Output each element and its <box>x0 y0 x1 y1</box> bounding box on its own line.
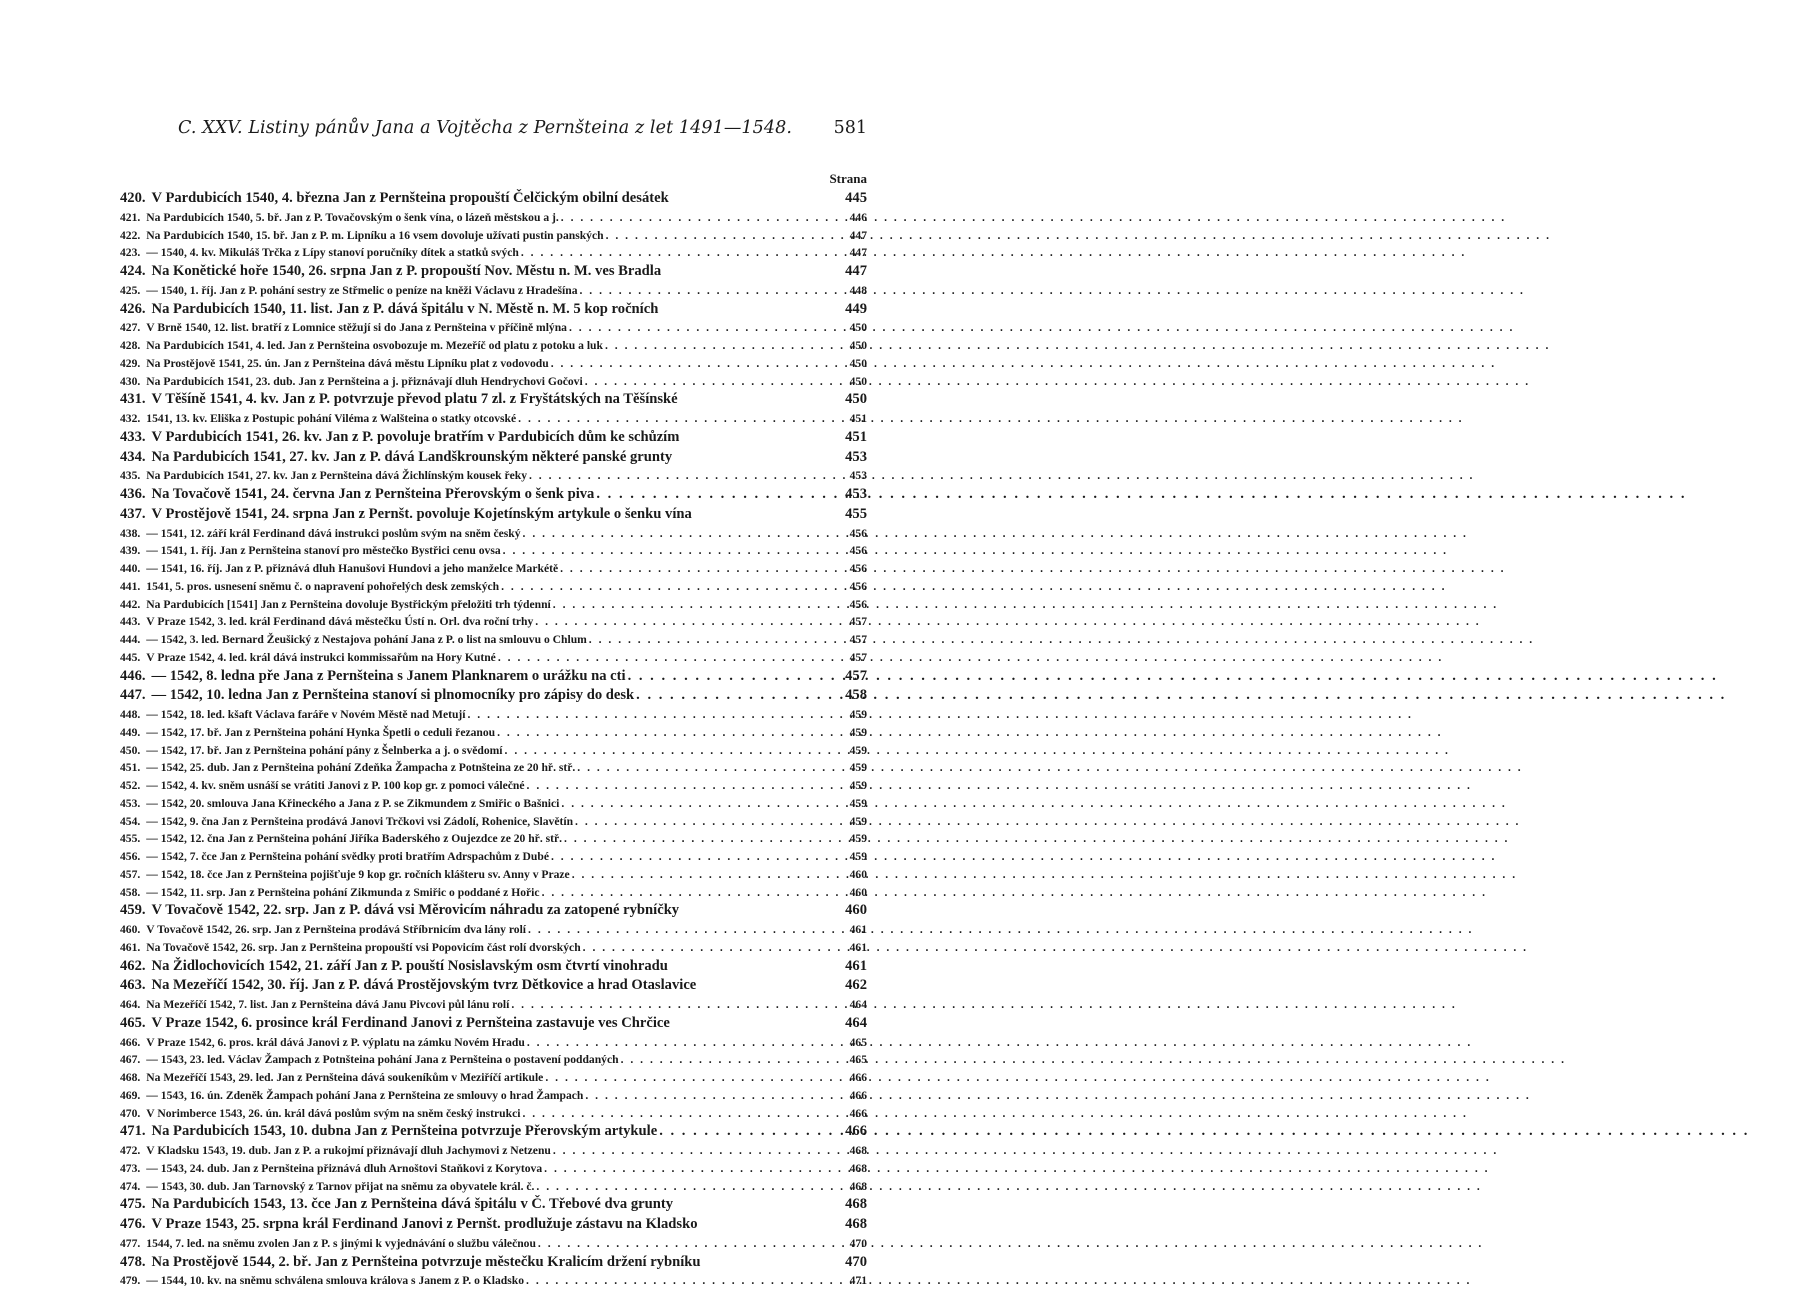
entry-page: 459 <box>849 743 867 757</box>
entry-page: 456 <box>849 579 867 593</box>
entry-page: 459 <box>849 761 867 775</box>
dot-leader <box>468 706 848 724</box>
entry-number: 437. <box>120 505 146 522</box>
entry-page: 450 <box>845 391 867 408</box>
entry-number: 421. <box>120 210 141 224</box>
list-item <box>120 448 867 468</box>
entry-text: — 1540, 4. kv. Mikuláš Trčka z Lípy stanoví poručníky dítek a statků svých <box>146 246 519 260</box>
entry-number: 479. <box>120 1274 141 1288</box>
entry-page: 457 <box>849 633 867 646</box>
list-item <box>120 596 867 614</box>
dot-leader <box>497 724 848 742</box>
dot-leader <box>535 613 847 631</box>
list-item <box>120 505 867 525</box>
list-item <box>120 613 867 631</box>
list-item <box>120 742 867 760</box>
dot-leader <box>505 742 848 760</box>
dot-leader <box>526 1272 848 1290</box>
list-item <box>120 1051 867 1069</box>
entry-number: 474. <box>120 1179 141 1193</box>
entry-page: 466 <box>845 1123 867 1140</box>
dot-leader <box>553 1142 848 1160</box>
entry-number: 466. <box>120 1035 141 1049</box>
entry-text: — 1541, 16. říj. Jan z P. přiznává dluh Hanušovi Hundovi a jeho manželce Markétě <box>146 562 559 575</box>
list-item <box>120 428 867 448</box>
dot-leader <box>523 525 848 543</box>
list-item <box>120 373 867 391</box>
entry-page: 456 <box>849 562 867 575</box>
dot-leader <box>659 1122 843 1142</box>
entry-number: 478. <box>120 1253 146 1270</box>
entry-text: Na Pardubicích 1540, 5. bř. Jan z P. Tovačovským o šenk vína, o lázeň městskou a j. <box>146 210 559 224</box>
entry-number: 477. <box>120 1236 141 1250</box>
entry-text: — 1544, 10. kv. na sněmu schválena smlouva králova s Janem z P. o Kladsko <box>146 1274 525 1288</box>
dot-leader <box>585 1087 847 1105</box>
entry-page: 453 <box>845 486 867 502</box>
entry-page: 459 <box>849 779 867 792</box>
entry-text: Na Pardubicích [1541] Jan z Pernšteina dovoluje Bystřickým přeložiti trh týdenní <box>146 597 551 611</box>
entry-number: 445. <box>120 650 141 664</box>
list-item <box>120 667 867 687</box>
entry-page: 445 <box>845 190 867 206</box>
entry-number: 475. <box>120 1196 146 1213</box>
list-item <box>120 830 867 848</box>
entry-text: Na Mezeříčí 1542, 7. list. Jan z Pernšteina dává Janu Pivcovi půl lánu rolí <box>146 998 510 1011</box>
entry-number: 468. <box>120 1071 141 1084</box>
list-item <box>120 777 867 795</box>
entry-number: 467. <box>120 1053 141 1067</box>
entry-text: — 1542, 7. čce Jan z Pernšteina pohání svědky proti bratřím Adrspachům z Dubé <box>146 850 549 863</box>
list-item <box>120 467 867 485</box>
dot-leader <box>551 848 848 866</box>
entry-page: 459 <box>849 725 867 739</box>
entry-text: Na Tovačově 1542, 26. srp. Jan z Pernšteina propouští vsi Popovicím část rolí dvorských <box>146 940 581 954</box>
entry-text: V Praze 1542, 3. led. král Ferdinand dává městečku Ústí n. Orl. dva roční trhy <box>146 615 534 629</box>
list-item <box>120 848 867 866</box>
entry-page: 460 <box>849 885 867 899</box>
list-item <box>120 976 867 996</box>
dot-leader <box>575 813 848 831</box>
list-item <box>120 1122 867 1142</box>
entry-text: — 1542, 8. ledna pře Jana z Pernšteina s Janem Planknarem o urážku na cti <box>151 667 626 684</box>
list-item <box>120 542 867 560</box>
entry-number: 457. <box>120 867 141 881</box>
entry-number: 434. <box>120 448 146 465</box>
entry-text: V Těšíně 1541, 4. kv. Jan z P. potvrzuje převod platu 7 zl. z Fryštátských na Těšínské <box>151 391 678 408</box>
list-item <box>120 525 867 543</box>
list-item <box>120 884 867 902</box>
entry-number: 430. <box>120 374 141 388</box>
entry-text: V Praze 1542, 6. prosince král Ferdinand Janovi z Pernšteina zastavuje ves Chrčice <box>151 1014 670 1031</box>
entry-text: V Praze 1542, 4. led. král dává instrukci kommissařům na Hory Kutné <box>146 650 496 664</box>
dot-leader <box>518 410 847 428</box>
entry-text: Na Pardubicích 1540, 15. bř. Jan z P. m. Lipníku a 16 vsem dovoluje užívati pustin panských <box>146 228 604 242</box>
entry-text: — 1542, 20. smlouva Jana Křineckého a Jana z P. se Zikmundem z Smiřic o Bašnici <box>146 796 560 810</box>
entry-text: Na Pardubicích 1541, 4. led. Jan z Pernšteina osvobozuje m. Mezeříč od platu z potoku a luk <box>146 339 603 352</box>
list-item <box>120 485 867 505</box>
entry-number: 456. <box>120 850 141 863</box>
dot-leader <box>538 1235 848 1253</box>
dot-leader <box>542 884 848 902</box>
entry-page: 465 <box>849 1035 867 1049</box>
dot-leader <box>561 795 847 813</box>
dot-leader <box>596 485 843 505</box>
entry-text: V Kladsku 1543, 19. dub. Jan z P. a rukojmí přiznávají dluh Jachymovi z Netzenu <box>146 1144 551 1157</box>
list-item <box>120 1034 867 1052</box>
entry-page: 461 <box>849 923 867 936</box>
entry-text: 1544, 7. led. na sněmu zvolen Jan z P. s jinými k vyjednávání o službu válečnou <box>146 1236 536 1250</box>
dot-leader <box>572 866 848 884</box>
list-item <box>120 724 867 742</box>
dot-leader <box>522 1105 847 1123</box>
list-item <box>120 578 867 596</box>
entry-number: 451. <box>120 761 141 775</box>
dot-leader <box>503 542 848 560</box>
dot-leader <box>564 830 848 848</box>
list-item <box>120 1014 867 1034</box>
list-item <box>120 1195 867 1215</box>
list-item <box>120 631 867 649</box>
entry-page: 456 <box>849 544 867 558</box>
entry-page: 464 <box>845 1014 867 1031</box>
entry-number: 442. <box>120 597 141 611</box>
entry-text: V Tovačově 1542, 22. srp. Jan z P. dává vsi Měrovicím náhradu za zatopené rybníčky <box>151 902 680 919</box>
entry-number: 436. <box>120 486 146 502</box>
entry-number: 427. <box>120 321 141 335</box>
entry-number: 465. <box>120 1014 146 1031</box>
list-item <box>120 1253 867 1273</box>
document-page <box>120 118 867 1290</box>
page-number: 581 <box>833 118 867 138</box>
entry-number: 450. <box>120 743 141 757</box>
entry-number: 449. <box>120 725 141 739</box>
dot-leader <box>501 578 848 596</box>
dot-leader <box>551 355 848 373</box>
list-item <box>120 1272 867 1290</box>
dot-leader <box>545 1069 847 1087</box>
entry-text: — 1542, 12. čna Jan z Pernšteina pohání Jiříka Baderského z Oujezdce ze 20 hř. stř. <box>146 832 563 846</box>
entry-number: 472. <box>120 1144 141 1157</box>
entry-page: 456 <box>849 597 867 611</box>
entry-number: 446. <box>120 667 146 684</box>
list-item <box>120 1142 867 1160</box>
entry-page: 450 <box>849 321 867 335</box>
dot-leader <box>589 631 848 649</box>
entry-page: 459 <box>849 796 867 810</box>
entry-page: 448 <box>849 283 867 297</box>
dot-leader <box>527 777 848 795</box>
entry-text: — 1542, 10. ledna Jan z Pernšteina stanoví si plnomocníky pro zápisy do desk <box>151 687 635 704</box>
dot-leader <box>585 373 848 391</box>
list-item <box>120 1087 867 1105</box>
list-item <box>120 795 867 813</box>
entry-number: 428. <box>120 339 141 352</box>
entry-number: 473. <box>120 1161 141 1175</box>
entry-page: 461 <box>849 940 867 954</box>
entry-page: 470 <box>845 1253 867 1270</box>
dot-leader <box>529 467 848 485</box>
list-item <box>120 957 867 977</box>
entry-page: 462 <box>845 977 867 994</box>
entry-text: Na Pardubicích 1540, 11. list. Jan z P. dává špitálu v N. Městě n. M. 5 kop ročních <box>151 300 659 317</box>
dot-leader <box>583 939 848 957</box>
list-item <box>120 866 867 884</box>
entry-number: 423. <box>120 246 141 260</box>
entry-text: Na Pardubicích 1543, 10. dubna Jan z Pernšteina potvrzuje Přerovským artykule <box>151 1123 658 1140</box>
entry-page: 457 <box>849 615 867 629</box>
entry-text: Na Pardubicích 1541, 27. kv. Jan z Pernšteina dává Žichlínským kousek řeky <box>146 469 527 483</box>
list-item <box>120 1215 867 1235</box>
entry-text: Na Pardubicích 1541, 27. kv. Jan z P. dává Landškrounským některé panské grunty <box>151 448 673 465</box>
entry-text: — 1542, 17. bř. Jan z Pernšteina pohání pány z Šelnberka a j. o svědomí <box>146 743 503 757</box>
entry-text: — 1542, 11. srp. Jan z Pernšteina pohání Zikmunda z Smiřic o poddané z Hořic <box>146 885 540 899</box>
entry-number: 452. <box>120 779 141 792</box>
entry-number: 460. <box>120 923 141 936</box>
list-item <box>120 1178 867 1196</box>
entry-number: 453. <box>120 796 141 810</box>
entry-number: 433. <box>120 428 146 445</box>
entry-number: 462. <box>120 957 146 974</box>
entry-page: 456 <box>849 526 867 540</box>
entry-page: 457 <box>849 650 867 664</box>
entry-page: 453 <box>845 448 867 465</box>
list-item <box>120 759 867 777</box>
dot-leader <box>528 921 848 939</box>
dot-leader <box>577 759 847 777</box>
entry-page: 457 <box>845 667 867 684</box>
dot-leader <box>628 667 844 687</box>
dot-leader <box>553 596 848 614</box>
entry-text: Na Prostějově 1541, 25. ún. Jan z Pernšteina dává městu Lipníku plat z vodovodu <box>146 356 549 370</box>
entry-page: 451 <box>845 428 867 445</box>
entry-page: 464 <box>849 998 867 1011</box>
entry-text: Na Konětické hoře 1540, 26. srpna Jan z P. propouští Nov. Městu n. M. ves Bradla <box>151 263 662 279</box>
list-item <box>120 1105 867 1123</box>
entry-number: 459. <box>120 902 146 919</box>
entry-text: — 1540, 1. říj. Jan z P. pohání sestry ze Střmelic o peníze na kněži Václavu z Hradešína <box>146 283 578 297</box>
entry-page: 458 <box>845 687 867 704</box>
list-item <box>120 355 867 373</box>
dot-leader <box>536 1178 847 1196</box>
entry-text: — 1543, 30. dub. Jan Tarnovský z Tarnov přijat na sněmu za obyvatele král. č. <box>146 1179 535 1193</box>
list-item <box>120 813 867 831</box>
entry-page: 447 <box>849 228 867 242</box>
dot-leader <box>561 209 848 227</box>
entry-number: 469. <box>120 1088 141 1102</box>
entry-text: Na Židlochovicích 1542, 21. září Jan z P. pouští Nosislavským osm čtvrtí vinohradu <box>151 957 668 974</box>
list-item <box>120 560 867 578</box>
entry-text: — 1543, 23. led. Václav Žampach z Potnšteina pohání Jana z Pernšteina o postavení poddaných <box>146 1053 619 1067</box>
entry-number: 448. <box>120 708 141 721</box>
entry-text: 1541, 13. kv. Eliška z Postupic pohání Viléma z Walšteina o statky otcovské <box>146 412 517 425</box>
running-head-title: C. XXV. Listiny pánův Jana a Vojtěcha z Pernšteina z let 1491—1548. <box>178 118 793 138</box>
list-item <box>120 901 867 921</box>
entry-number: 432. <box>120 412 141 425</box>
entry-page: 468 <box>849 1144 867 1157</box>
entry-page: 459 <box>849 708 867 721</box>
entry-number: 435. <box>120 469 141 483</box>
entry-page: 471 <box>849 1274 867 1288</box>
entry-page: 453 <box>849 469 867 483</box>
entry-number: 470. <box>120 1106 141 1120</box>
entry-page: 449 <box>845 300 867 317</box>
dot-leader <box>606 227 848 245</box>
entry-page: 450 <box>849 356 867 370</box>
entry-page: 459 <box>849 814 867 828</box>
entry-page: 470 <box>849 1236 867 1250</box>
running-head <box>120 118 867 144</box>
entry-page: 461 <box>845 957 867 974</box>
entry-number: 429. <box>120 356 141 370</box>
entry-text: 1541, 5. pros. usnesení sněmu č. o napravení pohořelých desk zemských <box>146 579 500 593</box>
entry-text: V Prostějově 1541, 24. srpna Jan z Pernšt. povoluje Kojetínským artykule o šenku vína <box>151 505 692 522</box>
entry-page: 466 <box>849 1071 867 1084</box>
entry-text: V Norimberce 1543, 26. ún. král dává poslům svým na sněm český instrukci <box>146 1106 521 1120</box>
list-item <box>120 244 867 262</box>
entry-text: Na Pardubicích 1541, 23. dub. Jan z Pernšteina a j. přiznávají dluh Hendrychovi Gočovi <box>146 374 583 388</box>
entry-text: — 1541, 12. září král Ferdinand dává instrukci poslům svým na sněm český <box>146 526 521 540</box>
entry-text: V Praze 1543, 25. srpna král Ferdinand Janovi z Pernšt. prodlužuje zástavu na Kladsko <box>151 1216 698 1232</box>
list-item <box>120 209 867 227</box>
entry-text: Na Prostějově 1544, 2. bř. Jan z Pernšteina potvrzuje městečku Kralicím držení rybníku <box>151 1253 701 1270</box>
entries-list <box>120 189 867 1290</box>
entry-page: 455 <box>845 505 867 522</box>
entry-page: 450 <box>849 339 867 352</box>
list-item <box>120 300 867 320</box>
entry-number: 438. <box>120 526 141 540</box>
entry-number: 458. <box>120 885 141 899</box>
entry-number: 464. <box>120 998 141 1011</box>
entry-text: V Brně 1540, 12. list. bratří z Lomnice stěžují si do Jana z Pernšteina v příčině mlýna <box>146 321 567 335</box>
entry-text: — 1542, 4. kv. sněm usnáší se vrátiti Janovi z P. 100 kop gr. z pomoci válečné <box>146 779 525 792</box>
dot-leader <box>569 319 848 337</box>
entry-text: — 1542, 3. led. Bernard Žeušický z Nestajova pohání Jana z P. o list na smlouvu o Chlum <box>146 633 587 646</box>
entry-page: 459 <box>849 850 867 863</box>
list-item <box>120 337 867 355</box>
list-item <box>120 939 867 957</box>
dot-leader <box>527 1034 848 1052</box>
entry-number: 439. <box>120 544 141 558</box>
entry-number: 447. <box>120 687 146 704</box>
entry-number: 444. <box>120 633 141 646</box>
entry-number: 440. <box>120 562 141 575</box>
entry-number: 461. <box>120 940 141 954</box>
list-item <box>120 262 867 282</box>
entry-text: — 1543, 16. ún. Zdeněk Žampach pohání Jana z Pernšteina ze smlouvy o hrad Žampach <box>146 1088 584 1102</box>
list-item <box>120 319 867 337</box>
entry-text: — 1542, 17. bř. Jan z Pernšteina pohání Hynka Špetli o ceduli řezanou <box>146 725 496 739</box>
dot-leader <box>621 1051 848 1069</box>
list-item <box>120 390 867 410</box>
entry-page: 460 <box>845 902 867 919</box>
entry-number: 463. <box>120 977 146 994</box>
entry-text: — 1542, 25. dub. Jan z Pernšteina pohání Zdeňka Žampacha z Potnšteina ze 20 hř. stř. <box>146 761 576 775</box>
column-label-strana: Strana <box>829 171 867 186</box>
list-item <box>120 649 867 667</box>
entry-number: 420. <box>120 190 146 206</box>
entry-page: 468 <box>849 1161 867 1175</box>
dot-leader <box>560 560 848 578</box>
list-item <box>120 921 867 939</box>
entry-page: 468 <box>845 1216 867 1232</box>
entry-text: — 1541, 1. říj. Jan z Pernšteina stanoví pro městečko Bystřici cenu ovsa <box>146 544 501 558</box>
entry-text: — 1542, 18. čce Jan z Pernšteina pojišťuje 9 kop gr. ročních klášteru sv. Anny v Praze <box>146 867 570 881</box>
entry-page: 466 <box>849 1088 867 1102</box>
entry-number: 476. <box>120 1216 146 1232</box>
list-item <box>120 996 867 1014</box>
dot-leader <box>498 649 848 667</box>
entry-page: 450 <box>849 374 867 388</box>
dot-leader <box>605 337 848 355</box>
entry-number: 431. <box>120 391 146 408</box>
list-item <box>120 1069 867 1087</box>
entry-number: 471. <box>120 1123 146 1140</box>
entry-text: V Pardubicích 1541, 26. kv. Jan z P. povoluje bratřím v Pardubicích dům ke schůzím <box>151 428 680 445</box>
entry-text: Na Mezeříčí 1542, 30. říj. Jan z P. dává Prostějovským tvrz Dětkovice a hrad Otaslavice <box>151 977 697 994</box>
list-item <box>120 410 867 428</box>
entry-text: V Pardubicích 1540, 4. března Jan z Pernšteina propouští Čelčickým obilní desátek <box>151 190 669 206</box>
entry-page: 465 <box>849 1053 867 1067</box>
entry-page: 468 <box>849 1179 867 1193</box>
entry-text: — 1542, 9. čna Jan z Pernšteina prodává Janovi Trčkovi vsi Zádolí, Rohenice, Slavětín <box>146 814 574 828</box>
entry-number: 425. <box>120 283 141 297</box>
dot-leader <box>544 1160 847 1178</box>
entry-number: 426. <box>120 300 146 317</box>
entry-text: Na Mezeříčí 1543, 29. led. Jan z Pernšteina dává soukeníkům v Meziříčí artikule <box>146 1071 544 1084</box>
entry-number: 424. <box>120 263 146 279</box>
entry-number: 443. <box>120 615 141 629</box>
entry-page: 451 <box>849 412 867 425</box>
entry-text: V Tovačově 1542, 26. srp. Jan z Pernšteina prodává Stříbrnicím dva lány rolí <box>146 923 527 936</box>
entry-number: 441. <box>120 579 141 593</box>
entry-page: 466 <box>849 1106 867 1120</box>
dot-leader <box>511 996 847 1014</box>
list-item <box>120 282 867 300</box>
list-item <box>120 1235 867 1253</box>
entry-page: 447 <box>845 263 867 279</box>
entry-number: 454. <box>120 814 141 828</box>
entry-text: — 1543, 24. dub. Jan z Pernšteina přiznává dluh Arnoštovi Staňkovi z Korytova <box>146 1161 543 1175</box>
list-item <box>120 227 867 245</box>
entry-text: Na Tovačově 1541, 24. června Jan z Pernšteina Přerovským o šenk piva <box>151 486 595 502</box>
entry-number: 455. <box>120 832 141 846</box>
entry-page: 446 <box>849 210 867 224</box>
entry-page: 468 <box>845 1196 867 1213</box>
dot-leader <box>580 282 848 300</box>
list-item <box>120 686 867 706</box>
dot-leader <box>521 244 848 262</box>
entry-page: 459 <box>849 832 867 846</box>
list-item <box>120 706 867 724</box>
entry-number: 422. <box>120 228 141 242</box>
entry-text: V Praze 1542, 6. pros. král dává Janovi z P. výplatu na zámku Novém Hradu <box>146 1035 525 1049</box>
entry-page: 447 <box>849 246 867 260</box>
entry-text: Na Pardubicích 1543, 13. čce Jan z Pernšteina dává špitálu v Č. Třebové dva grunty <box>151 1196 674 1213</box>
entry-page: 460 <box>849 867 867 881</box>
list-item <box>120 1160 867 1178</box>
list-item <box>120 189 867 209</box>
entry-text: — 1542, 18. led. kšaft Václava faráře v Novém Městě nad Metují <box>146 708 466 721</box>
dot-leader <box>636 686 843 706</box>
